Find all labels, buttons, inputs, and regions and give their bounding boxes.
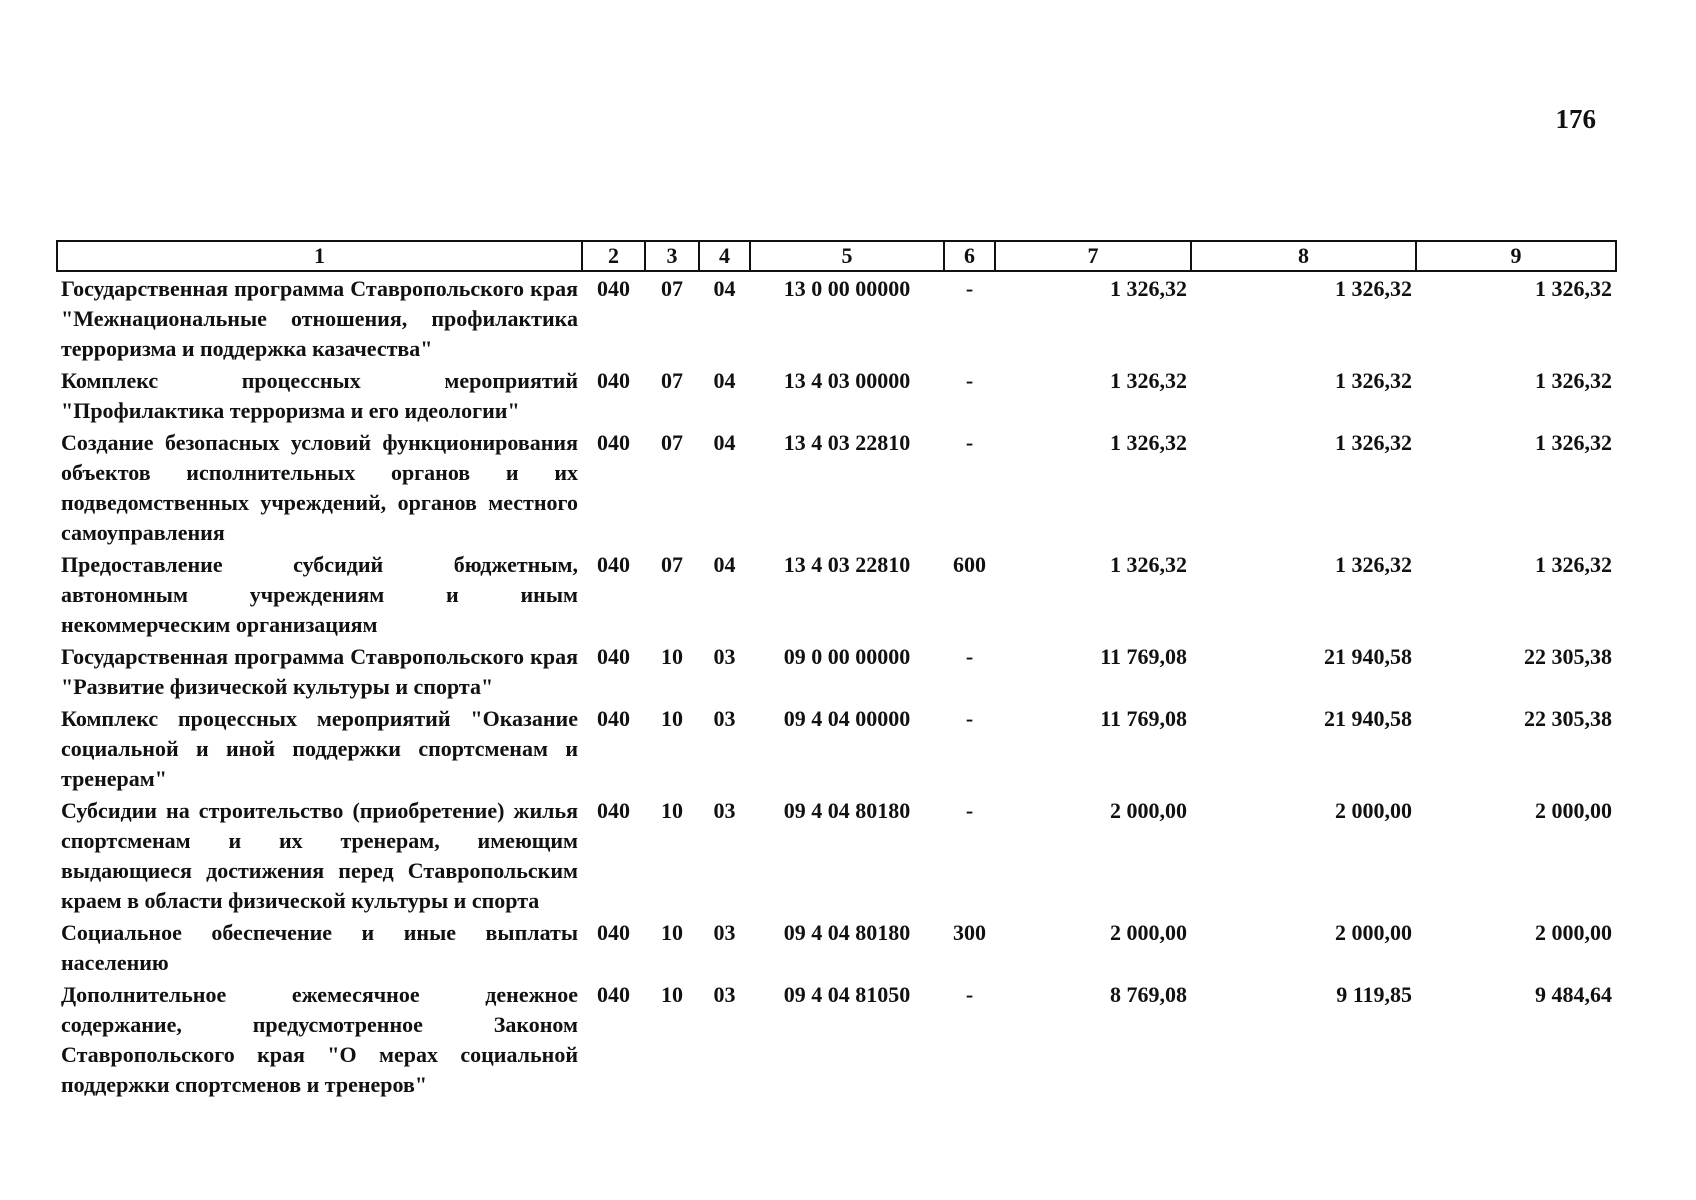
code-4-cell: 04 (713, 276, 736, 301)
code-3-cell: 10 (661, 706, 683, 731)
amount-9-cell: 9 484,64 (1535, 982, 1612, 1007)
header-cell: 2 (582, 241, 645, 271)
row-name-cell: Предоставление субсидий бюджетным, автономным учреждениям и иным некоммерческим организациям (61, 552, 578, 637)
code-3-cell: 07 (661, 552, 683, 577)
header-cell: 8 (1191, 241, 1416, 271)
code-3-cell: 10 (661, 982, 683, 1007)
code-3-cell: 07 (661, 368, 683, 393)
code-5-cell: 13 0 00 00000 (783, 276, 911, 301)
code-3-cell: 10 (661, 920, 683, 945)
code-2-cell: 040 (597, 982, 630, 1007)
code-5-cell: 09 4 04 80180 (783, 798, 911, 823)
amount-8-cell: 21 940,58 (1324, 706, 1412, 731)
header-cell: 1 (57, 241, 582, 271)
code-3-cell: 07 (661, 430, 683, 455)
code-4-cell: 04 (713, 430, 736, 455)
amount-9-cell: 2 000,00 (1535, 798, 1612, 823)
row-name-cell: Государственная программа Ставропольского края "Развитие физической культуры и спорта" (61, 644, 578, 699)
code-3-cell: 10 (661, 644, 683, 669)
table-body (57, 271, 1616, 1100)
code-5-cell: 13 4 03 22810 (783, 430, 911, 455)
code-2-cell: 040 (597, 368, 630, 393)
code-2-cell: 040 (597, 276, 630, 301)
code-4-cell: 03 (713, 920, 736, 945)
code-6-cell: 300 (953, 920, 986, 945)
code-4-cell: 04 (713, 552, 736, 577)
code-4-cell: 03 (713, 982, 736, 1007)
code-6-cell: - (965, 982, 974, 1007)
amount-7-cell: 1 326,32 (1110, 368, 1187, 393)
row-name-cell: Комплекс процессных мероприятий "Оказание социальной и иной поддержки спортсменам и тренерам" (61, 706, 578, 791)
code-6-cell: - (965, 276, 974, 301)
header-cell: 6 (944, 241, 995, 271)
code-2-cell: 040 (597, 920, 630, 945)
table-row (57, 978, 1616, 1100)
amount-8-cell: 1 326,32 (1335, 552, 1412, 577)
table-row (57, 426, 1616, 548)
amount-7-cell: 11 769,08 (1100, 706, 1187, 731)
amount-7-cell: 1 326,32 (1110, 552, 1187, 577)
amount-7-cell: 1 326,32 (1110, 276, 1187, 301)
amount-9-cell: 22 305,38 (1524, 644, 1612, 669)
header-cell: 4 (699, 241, 750, 271)
code-4-cell: 03 (713, 706, 736, 731)
amount-8-cell: 2 000,00 (1335, 798, 1412, 823)
amount-9-cell: 1 326,32 (1535, 552, 1612, 577)
amount-8-cell: 2 000,00 (1335, 920, 1412, 945)
code-5-cell: 09 4 04 80180 (783, 920, 911, 945)
code-2-cell: 040 (597, 706, 630, 731)
code-5-cell: 13 4 03 00000 (783, 368, 911, 393)
table-row (57, 916, 1616, 978)
budget-table (56, 240, 1617, 1100)
table-row (57, 364, 1616, 426)
row-name-cell: Социальное обеспечение и иные выплаты населению (61, 920, 578, 975)
page-number: 176 (1555, 104, 1596, 134)
code-3-cell: 07 (661, 276, 683, 301)
amount-9-cell: 1 326,32 (1535, 368, 1612, 393)
code-6-cell: - (965, 368, 974, 393)
header-cell: 3 (645, 241, 699, 271)
row-name-cell: Дополнительное ежемесячное денежное содержание, предусмотренное Законом Ставропольского края "О мерах социальной поддержки спортсменов и тренеров" (61, 982, 578, 1097)
amount-8-cell: 9 119,85 (1336, 982, 1412, 1007)
amount-7-cell: 1 326,32 (1110, 430, 1187, 455)
code-6-cell: 600 (953, 552, 986, 577)
code-6-cell: - (965, 430, 974, 455)
amount-9-cell: 1 326,32 (1535, 276, 1612, 301)
code-3-cell: 10 (661, 798, 683, 823)
header-cell: 9 (1416, 241, 1616, 271)
amount-7-cell: 8 769,08 (1110, 982, 1187, 1007)
code-4-cell: 03 (713, 798, 736, 823)
amount-8-cell: 1 326,32 (1335, 276, 1412, 301)
code-2-cell: 040 (597, 798, 630, 823)
amount-9-cell: 22 305,38 (1524, 706, 1612, 731)
amount-8-cell: 21 940,58 (1324, 644, 1412, 669)
header-cell: 7 (995, 241, 1191, 271)
code-2-cell: 040 (597, 430, 630, 455)
code-6-cell: - (965, 644, 974, 669)
header-cell: 5 (750, 241, 944, 271)
code-5-cell: 13 4 03 22810 (783, 552, 911, 577)
code-6-cell: - (965, 798, 974, 823)
amount-9-cell: 2 000,00 (1535, 920, 1612, 945)
code-4-cell: 03 (713, 644, 736, 669)
code-2-cell: 040 (597, 552, 630, 577)
table-row (57, 640, 1616, 702)
header-row (57, 241, 1616, 271)
amount-7-cell: 2 000,00 (1110, 798, 1187, 823)
amount-8-cell: 1 326,32 (1335, 430, 1412, 455)
table-row (57, 548, 1616, 640)
amount-8-cell: 1 326,32 (1335, 368, 1412, 393)
amount-7-cell: 11 769,08 (1100, 644, 1187, 669)
code-6-cell: - (965, 706, 974, 731)
row-name-cell: Комплекс процессных мероприятий "Профилактика терроризма и его идеологии" (61, 368, 578, 423)
code-4-cell: 04 (713, 368, 736, 393)
table-row (57, 794, 1616, 916)
row-name-cell: Государственная программа Ставропольского края "Межнациональные отношения, профилактика терроризма и поддержка казачества" (61, 276, 578, 361)
code-2-cell: 040 (597, 644, 630, 669)
code-5-cell: 09 0 00 00000 (783, 644, 911, 669)
table-row (57, 702, 1616, 794)
row-name-cell: Создание безопасных условий функционирования объектов исполнительных органов и их подведомственных учреждений, органов местного самоуправления (61, 430, 578, 545)
amount-9-cell: 1 326,32 (1535, 430, 1612, 455)
row-name-cell: Субсидии на строительство (приобретение) жилья спортсменам и их тренерам, имеющим выдающиеся достижения перед Ставропольским краем в области физической культуры и спорта (61, 798, 578, 913)
amount-7-cell: 2 000,00 (1110, 920, 1187, 945)
code-5-cell: 09 4 04 81050 (783, 982, 911, 1007)
table-row (57, 271, 1616, 364)
code-5-cell: 09 4 04 00000 (783, 706, 911, 731)
